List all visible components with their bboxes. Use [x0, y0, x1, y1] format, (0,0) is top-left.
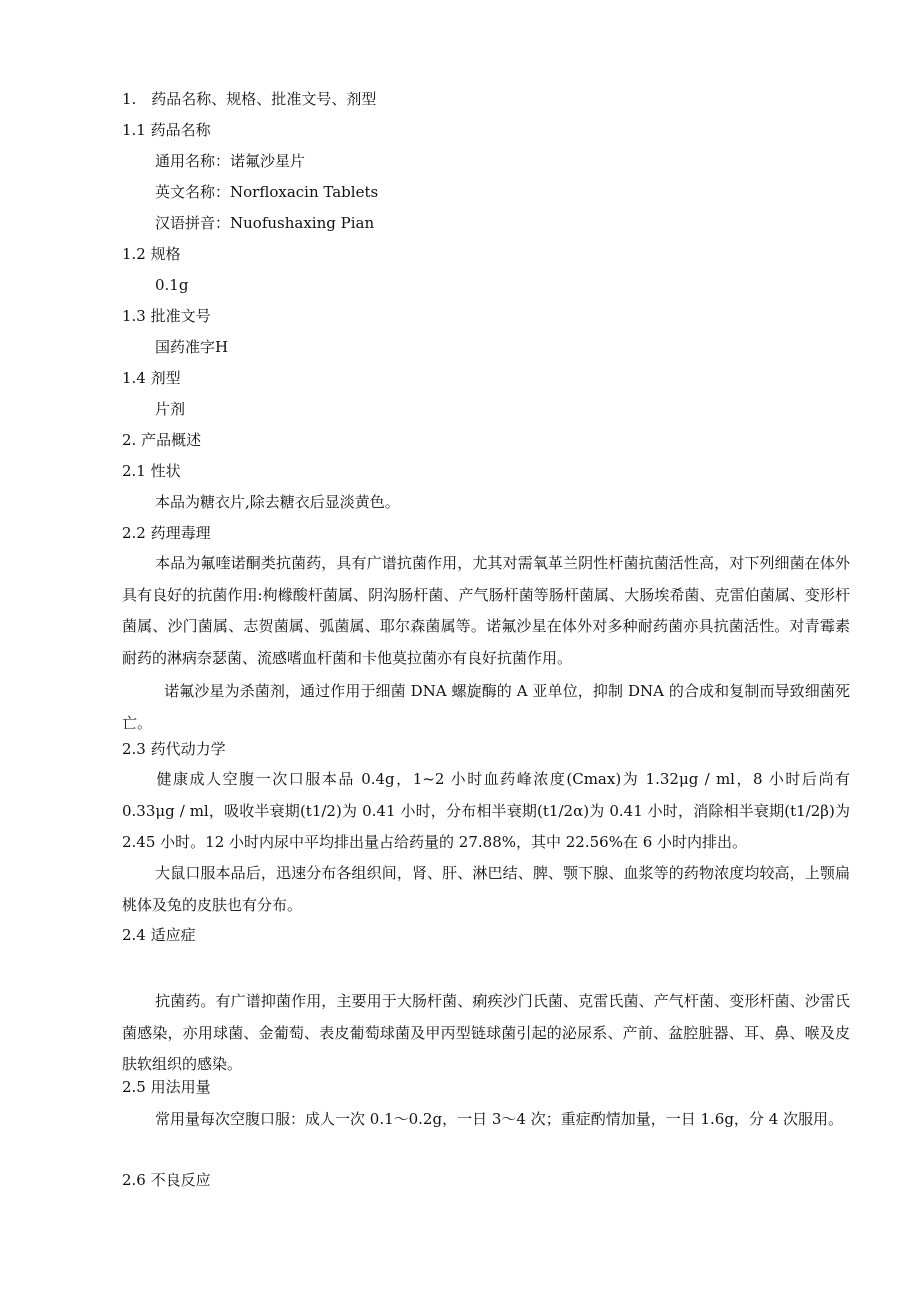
section-2-heading: 2. 产品概述	[122, 431, 202, 449]
indications-paragraph-text: 抗菌药。有广谱抑菌作用，主要用于大肠杆菌、痢疾沙门氏菌、克雷氏菌、产气杆菌、变形杆菌、沙雷氏菌感染，亦用球菌、金葡萄、表皮葡萄球菌及甲丙型链球菌引起的泌尿系、产前、盆腔脏器、耳、鼻、喉及皮肤软组织的感染。	[122, 992, 850, 1073]
pharmacology-paragraph-2-text: 诺氟沙星为杀菌剂，通过作用于细菌 DNA 螺旋酶的 A 亚单位，抑制 DNA 的合成和复制而导致细菌死亡。	[122, 682, 850, 732]
section-2-4-heading: 2.4 适应症	[122, 926, 196, 944]
section-1-1-heading: 1.1 药品名称	[122, 121, 211, 139]
dosage-paragraph	[122, 1104, 850, 1136]
dosage-paragraph-text: 常用量每次空腹口服：成人一次 0.1～0.2g，一日 3～4 次；重症酌情加量，一日 1.6g，分 4 次服用。	[155, 1110, 844, 1128]
dosage-form: 片剂	[155, 400, 186, 418]
approval-number: 国药准字H	[155, 338, 229, 356]
section-1-2-heading: 1.2 规格	[122, 245, 181, 263]
pharmacokinetics-paragraph-2-text: 大鼠口服本品后，迅速分布各组织间，肾、肝、淋巴结、脾、颚下腺、血浆等的药物浓度均较高，上颚扁桃体及兔的皮肤也有分布。	[122, 864, 850, 914]
section-2-5-heading: 2.5 用法用量	[122, 1078, 211, 1096]
appearance-text: 本品为糖衣片,除去糖衣后显淡黄色。	[155, 493, 400, 511]
section-1-heading: 1. 药品名称、规格、批准文号、剂型	[122, 90, 377, 108]
indications-paragraph	[122, 986, 850, 1081]
section-1-4-heading: 1.4 剂型	[122, 369, 181, 387]
pharmacology-paragraph-1-text: 本品为氟喹诺酮类抗菌药，具有广谱抗菌作用，尤其对需氧革兰阴性杆菌抗菌活性高，对下列细菌在体外具有良好的抗菌作用:枸橼酸杆菌属、阴沟肠杆菌、产气肠杆菌等肠杆菌属、大肠埃希菌、克雷伯菌属、变形杆菌属、沙门菌属、志贺菌属、弧菌属、耶尔森菌属等。诺氟沙星在体外对多种耐药菌亦具抗菌活性。对青霉素耐药的淋病奈瑟菌、流感嗜血杆菌和卡他莫拉菌亦有良好抗菌作用。	[122, 554, 850, 667]
pharmacology-paragraph-1	[122, 548, 850, 674]
section-2-3-heading: 2.3 药代动力学	[122, 740, 226, 758]
specification-value: 0.1g	[155, 276, 189, 294]
section-2-1-heading: 2.1 性状	[122, 462, 181, 480]
pharmacokinetics-paragraph-2	[122, 858, 850, 921]
section-1-3-heading: 1.3 批准文号	[122, 307, 211, 325]
generic-name: 通用名称：诺氟沙星片	[155, 152, 306, 170]
pharmacokinetics-paragraph-1	[122, 764, 850, 859]
section-2-2-heading: 2.2 药理毒理	[122, 524, 211, 542]
section-2-6-heading: 2.6 不良反应	[122, 1171, 211, 1189]
pinyin-name: 汉语拼音：Nuofushaxing Pian	[155, 214, 375, 232]
english-name: 英文名称：Norfloxacin Tablets	[155, 183, 379, 201]
pharmacology-paragraph-2	[122, 676, 850, 739]
pharmacokinetics-paragraph-1-text: 健康成人空腹一次口服本品 0.4g，1~2 小时血药峰浓度(Cmax)为 1.32μg / ml，8 小时后尚有 0.33μg / ml，吸收半衰期(t1/2)为 0.41 小时，分布相半衰期(t1/2α)为 0.41 小时，消除相半衰期(t1/2β)为 2.45 小时。12 小时内尿中平均排出量占给药量的 27.88%，其中 22.56%在 6 小时内排出。	[122, 770, 850, 851]
